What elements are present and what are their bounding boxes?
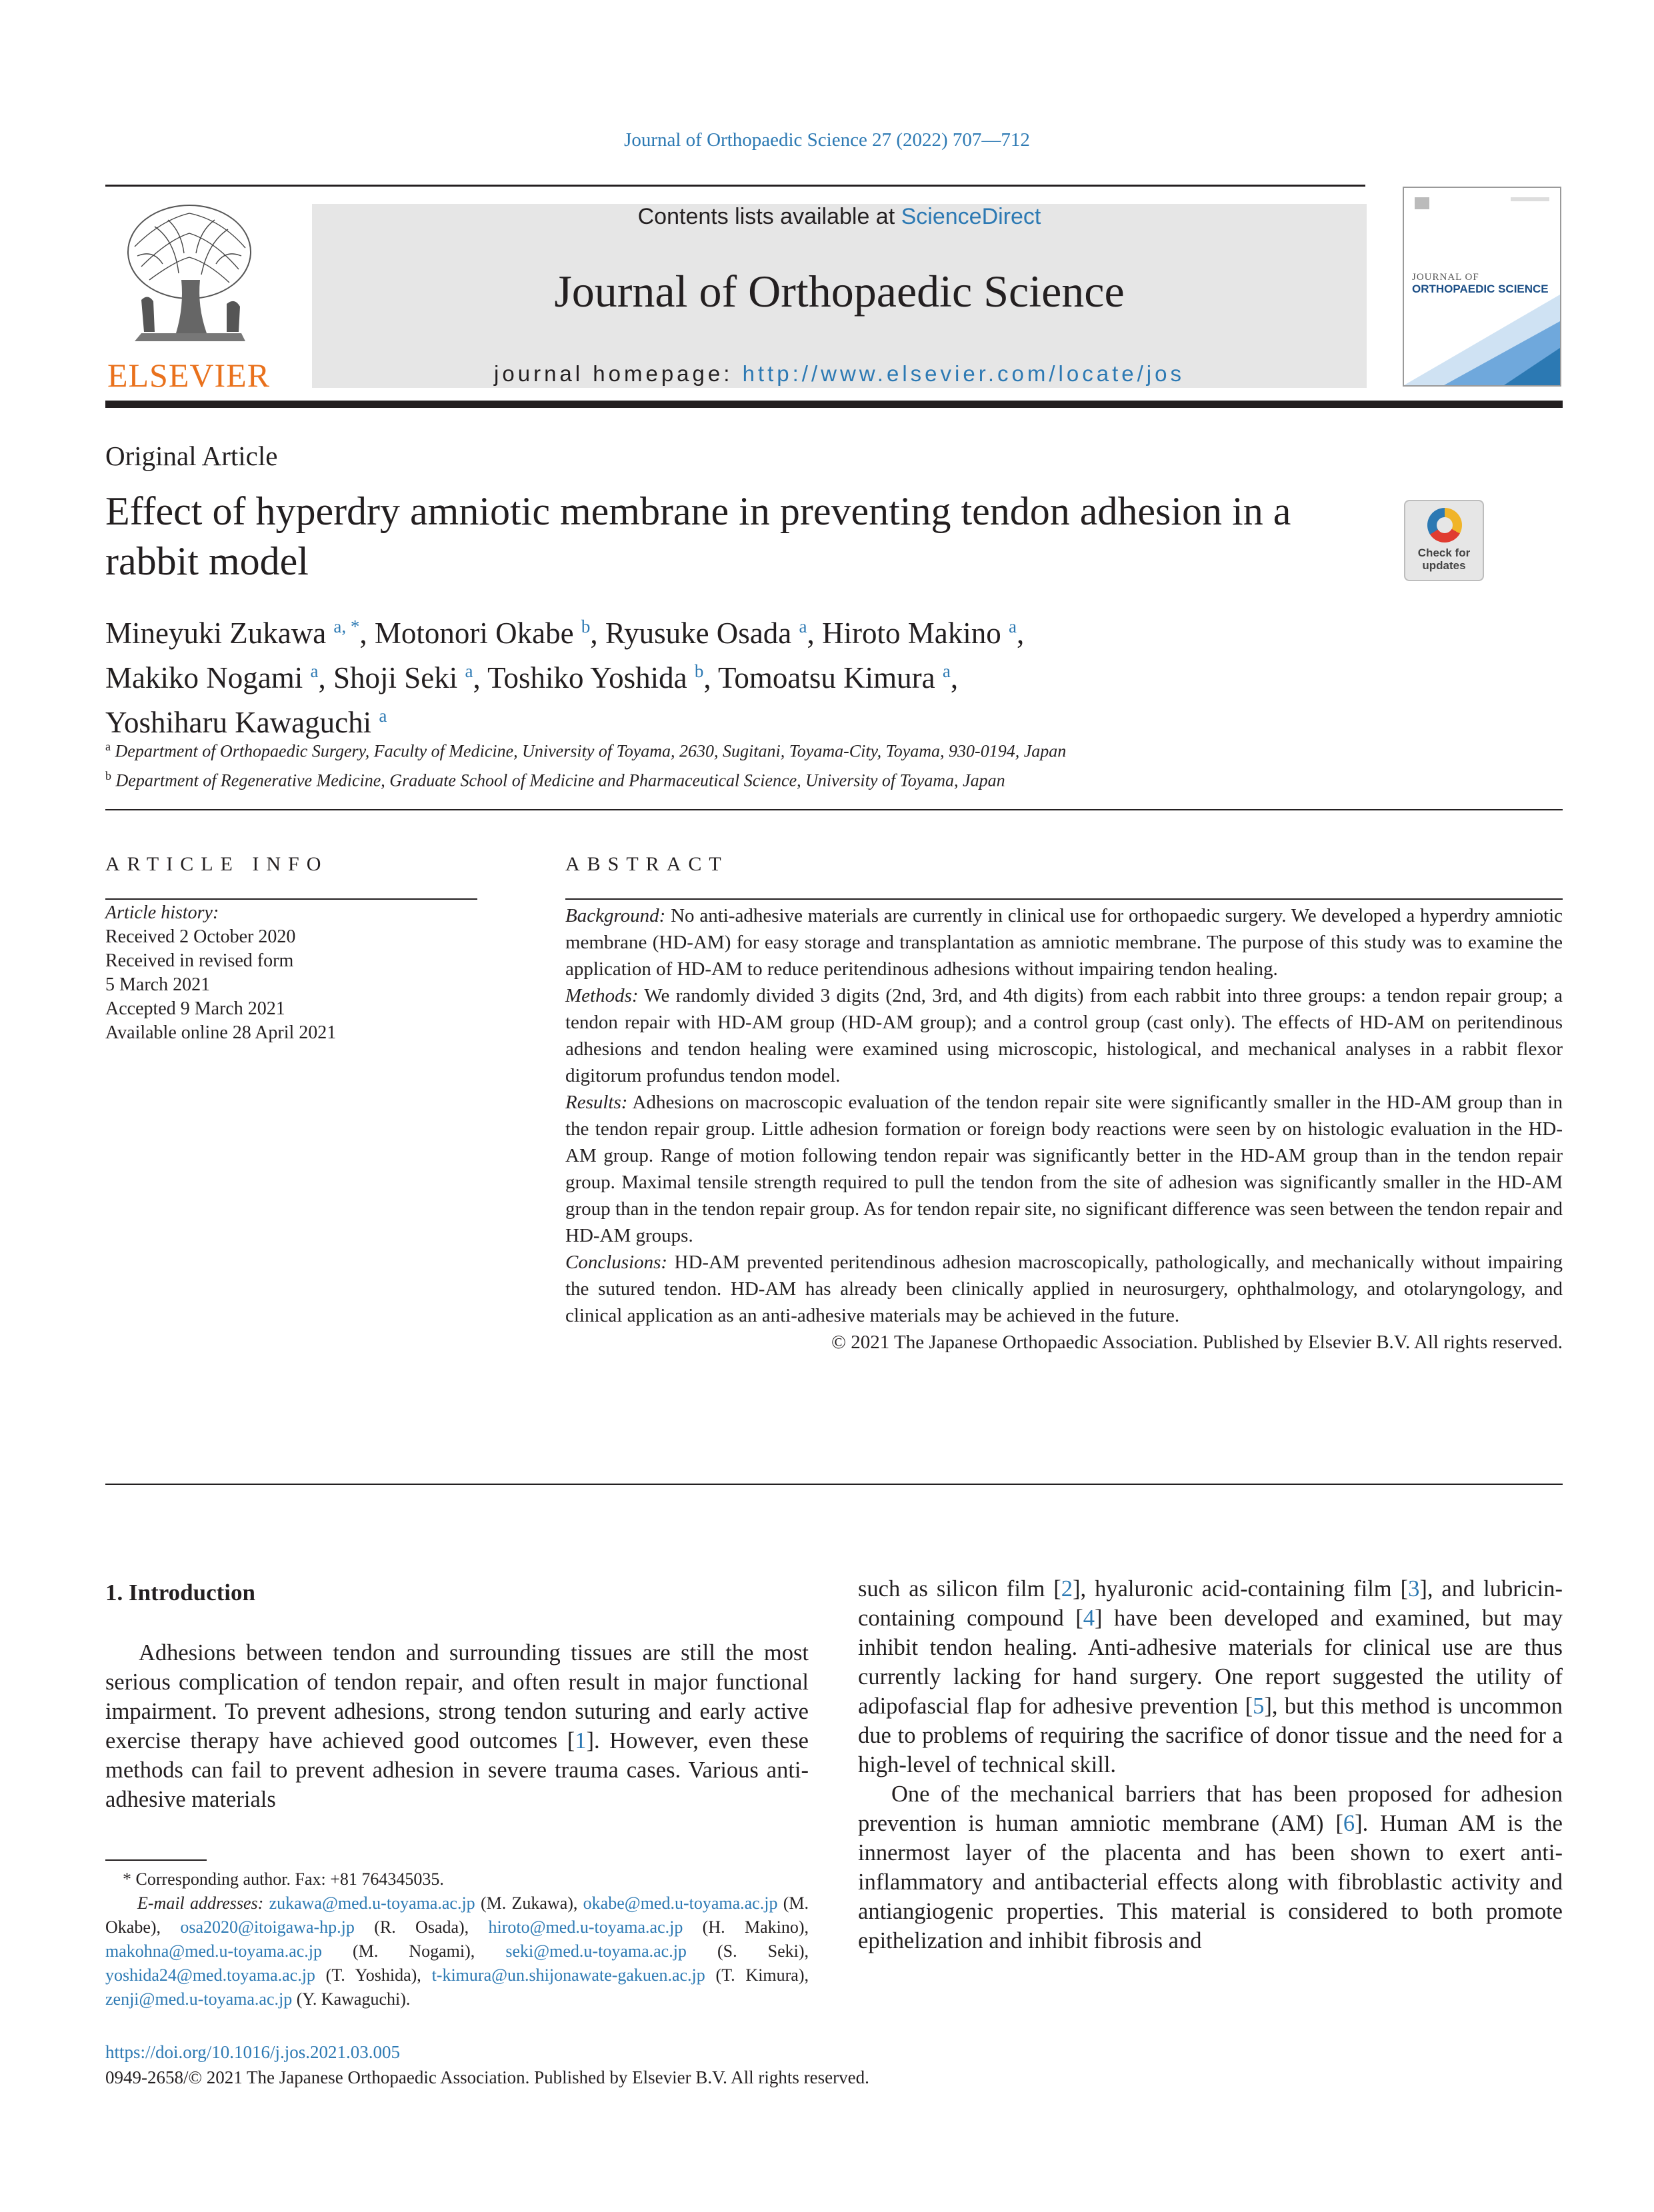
page-footer — [105, 2039, 1305, 2090]
history-line: Available online 28 April 2021 — [105, 1022, 337, 1043]
author-separator: , — [1016, 616, 1025, 650]
results-text: Adhesions on macroscopic evaluation of the tendon repair site were significantly smaller in the HD-AM group than in the tendon repair group. Little adhesion formation or foreign body reactions were seen by on histologic evaluation in the HD-AM group. Range of motion following tendon repair was significantly better in the HD-AM group than in the tendon repair group. Maximal tensile strength required to pull the tendon from the site of adhesion was significantly smaller in the HD-AM group than in the tendon repair group. As for tendon repair site, no significant difference was seen between the tendon repair and HD-AM groups. — [565, 1092, 1563, 1246]
homepage-prefix: journal homepage: — [494, 361, 743, 386]
email-owner: (Y. Kawaguchi). — [292, 1989, 411, 2009]
history-line: Accepted 9 March 2021 — [105, 998, 285, 1019]
intro-text: Adhesions between tendon and surrounding tissues are still the most serious complication of tendon repair, and often result in major functional impairment. To prevent adhesions, strong tendon suturing and early active exercise therapy have achieved good outcomes [ — [105, 1640, 809, 1753]
author-separator: , — [318, 661, 333, 694]
email-owner: (R. Osada), — [354, 1917, 489, 1937]
contents-prefix: Contents lists available at — [637, 204, 901, 229]
reference-link[interactable]: 2 — [1061, 1576, 1073, 1602]
abstract-methods — [565, 982, 1563, 1089]
intro-text: ], and lubricin-containing compound [ — [858, 1576, 1563, 1631]
email-owner: (M. Zukawa), — [475, 1893, 583, 1913]
author-name[interactable]: Yoshiharu Kawaguchi — [105, 706, 372, 739]
author-affiliation-mark[interactable]: a, * — [333, 616, 360, 636]
abstract-conclusions — [565, 1249, 1563, 1329]
author-affiliation-mark[interactable]: a — [379, 706, 387, 726]
abstract-heading: ABSTRACT — [565, 853, 729, 875]
author-separator: , — [807, 616, 822, 650]
author-separator: , — [703, 661, 719, 694]
author-name[interactable]: Tomoatsu Kimura — [718, 661, 935, 694]
crossmark-label — [1405, 547, 1483, 572]
journal-cover — [1403, 187, 1561, 387]
affiliations — [105, 734, 1572, 792]
reference-link[interactable]: 4 — [1083, 1606, 1095, 1631]
author-affiliation-mark[interactable]: b — [694, 661, 704, 681]
homepage-line — [312, 361, 1367, 387]
affiliation-text: Department of Regenerative Medicine, Graduate School of Medicine and Pharmaceutical Science, University of Toyama, Japan — [115, 770, 1005, 790]
email-link[interactable]: yoshida24@med.toyama.ac.jp — [105, 1965, 315, 1985]
intro-paragraph — [858, 1574, 1563, 1779]
abstract-body — [565, 902, 1563, 1356]
article-info-rule — [105, 898, 477, 900]
author-list — [105, 608, 1539, 742]
author-affiliation-mark[interactable]: a — [310, 661, 319, 681]
history-label: Article history: — [105, 902, 219, 923]
email-owner: (T. Yoshida), — [315, 1965, 432, 1985]
email-link[interactable]: makohna@med.u-toyama.ac.jp — [105, 1941, 322, 1961]
affiliations-rule — [105, 809, 1563, 810]
author-name[interactable]: Ryusuke Osada — [605, 616, 792, 650]
paper-title: Effect of hyperdry amniotic membrane in preventing tendon adhesion in a rabbit model — [105, 489, 1291, 583]
article-type: Original Article — [105, 441, 278, 471]
corresponding-author-note: * Corresponding author. Fax: +81 764345035. — [123, 1869, 444, 1889]
abstract-rule — [565, 898, 1563, 900]
email-owner: (H. Makino), — [683, 1917, 809, 1937]
email-link[interactable]: osa2020@itoigawa-hp.jp — [180, 1917, 355, 1937]
methods-label: Methods: — [565, 985, 639, 1006]
abstract-bottom-rule — [105, 1484, 1563, 1485]
intro-text: ] have been developed and examined, but may inhibit tendon healing. Anti-adhesive materials for clinical use are thus currently lacking for hand surgery. One report suggested the utility of adipofascial flap for adhesive prevention [ — [858, 1606, 1563, 1719]
email-link[interactable]: seki@med.u-toyama.ac.jp — [505, 1941, 687, 1961]
abstract-copyright: © 2021 The Japanese Orthopaedic Association. Published by Elsevier B.V. All rights reserved. — [831, 1332, 1563, 1353]
author-name[interactable]: Toshiko Yoshida — [487, 661, 687, 694]
contents-line — [312, 204, 1367, 230]
intro-right-column — [858, 1574, 1563, 1955]
footnote-rule — [105, 1859, 207, 1861]
author-separator: , — [359, 616, 375, 650]
history-line: Received in revised form — [105, 950, 294, 971]
article-history — [105, 901, 479, 1045]
background-text: No anti-adhesive materials are currently in clinical use for orthopaedic surgery. We developed a hyperdry amniotic membrane (HD-AM) for easy storage and transplantation as amniotic membrane. The purpose of this study was to examine the application of HD-AM to reduce peritendinous adhesions without impairing tendon healing. — [565, 905, 1563, 980]
author-affiliation-mark[interactable]: a — [465, 661, 473, 681]
top-rule — [105, 185, 1365, 187]
intro-left-column — [105, 1638, 809, 1814]
crossmark-icon — [1427, 508, 1462, 543]
intro-text: ]. However, even these methods can fail to prevent adhesion in severe trauma cases. Various anti-adhesive materials — [105, 1728, 809, 1812]
introduction-heading: 1. Introduction — [105, 1580, 255, 1606]
conclusions-text: HD-AM prevented peritendinous adhesion macroscopically, pathologically, and mechanically without impairing the sutured tendon. HD-AM has already been clinically applied in neurosurgery, ophthalmology, and otolaryngology, and clinical application as an anti-adhesive materials may be achieved in the future. — [565, 1252, 1563, 1326]
author-name[interactable]: Hiroto Makino — [822, 616, 1001, 650]
journal-citation[interactable]: Journal of Orthopaedic Science 27 (2022) 707—712 — [624, 129, 1030, 151]
affiliation-item — [105, 764, 1572, 793]
author-separator: , — [590, 616, 605, 650]
email-label: E-mail addresses: — [137, 1893, 264, 1913]
abstract-background — [565, 902, 1563, 982]
author-name[interactable]: Motonori Okabe — [374, 616, 574, 650]
email-link[interactable]: hiroto@med.u-toyama.ac.jp — [488, 1917, 683, 1937]
journal-masthead — [312, 204, 1367, 388]
author-affiliation-mark[interactable]: b — [581, 616, 591, 636]
affiliation-text: Department of Orthopaedic Surgery, Faculty of Medicine, University of Toyama, 2630, Sugitani, Toyama-City, Toyama, 930-0194, Japan — [115, 741, 1067, 761]
author-name[interactable]: Makiko Nogami — [105, 661, 303, 694]
email-link[interactable]: zukawa@med.u-toyama.ac.jp — [269, 1893, 475, 1913]
elsevier-logo — [105, 200, 272, 395]
author-affiliation-mark[interactable]: a — [1008, 616, 1017, 636]
intro-text: such as silicon film [ — [858, 1576, 1061, 1602]
author-name[interactable]: Mineyuki Zukawa — [105, 616, 327, 650]
sciencedirect-link[interactable]: ScienceDirect — [901, 204, 1041, 229]
conclusions-label: Conclusions: — [565, 1252, 668, 1273]
intro-text: ]. Human AM is the innermost layer of the placenta and has been shown to exert anti-inflammatory and antibacterial effects along with fibroblastic activity and antiangiogenic properties. This material is considered to both promote epithelization and inhibit fibrosis and — [858, 1811, 1563, 1953]
reference-link[interactable]: 3 — [1408, 1576, 1420, 1602]
article-info-heading: ARTICLE INFO — [105, 853, 329, 875]
cover-brand: JOURNAL OF — [1412, 272, 1479, 283]
homepage-link[interactable]: http://www.elsevier.com/locate/jos — [742, 361, 1185, 386]
author-affiliation-mark[interactable]: a — [799, 616, 807, 636]
author-affiliation-mark[interactable]: a — [942, 661, 951, 681]
email-addresses — [105, 1891, 809, 2011]
elsevier-tree-icon — [115, 200, 263, 352]
journal-title: Journal of Orthopaedic Science — [554, 266, 1125, 317]
reference-link[interactable]: 5 — [1253, 1693, 1265, 1719]
email-owner: (S. Seki), — [686, 1941, 809, 1961]
history-line: 5 March 2021 — [105, 974, 211, 995]
crossmark-label-line-1: Check for — [1417, 547, 1471, 559]
issn-copyright: 0949-2658/© 2021 The Japanese Orthopaedic Association. Published by Elsevier B.V. All rights reserved. — [105, 2067, 869, 2087]
corresponding-footnote — [105, 1867, 809, 2011]
intro-text: ], hyaluronic acid-containing film [ — [1073, 1576, 1409, 1602]
header-thick-rule — [105, 401, 1563, 408]
affiliation-item — [105, 734, 1572, 764]
email-owner: (T. Kimura), — [705, 1965, 809, 1985]
intro-paragraph — [105, 1638, 809, 1814]
results-label: Results: — [565, 1092, 628, 1113]
affiliation-mark: a — [105, 740, 111, 753]
history-line: Received 2 October 2020 — [105, 926, 296, 947]
intro-text: One of the mechanical barriers that has been proposed for adhesion prevention is human amniotic membrane (AM) [ — [858, 1781, 1563, 1836]
check-for-updates-button[interactable] — [1404, 500, 1484, 581]
author-name[interactable]: Shoji Seki — [333, 661, 458, 694]
cover-title: ORTHOPAEDIC SCIENCE — [1412, 283, 1549, 295]
affiliation-mark: b — [105, 768, 111, 782]
reference-link[interactable]: 1 — [575, 1728, 587, 1753]
doi-link[interactable]: https://doi.org/10.1016/j.jos.2021.03.005 — [105, 2042, 401, 2062]
methods-text: We randomly divided 3 digits (2nd, 3rd, and 4th digits) from each rabbit into three groups: a tendon repair group; a tendon repair with HD-AM group (HD-AM group); and a control group (cast only). The effects of HD-AM on peritendinous adhesions and tendon healing were examined using microscopic, histological, and mechanical analyses in a rabbit flexor digitorum profundus tendon model. — [565, 985, 1563, 1086]
crossmark-label-line-2: updates — [1422, 559, 1466, 572]
elsevier-wordmark: ELSEVIER — [107, 357, 271, 394]
abstract-results — [565, 1089, 1563, 1249]
intro-text: ], but this method is uncommon due to problems of requiring the sacrifice of donor tissue and the need for a high-level of technical skill. — [858, 1693, 1563, 1777]
email-link[interactable]: t-kimura@un.shijonawate-gakuen.ac.jp — [431, 1965, 705, 1985]
email-owner: (M. Okabe), — [105, 1893, 809, 1937]
intro-paragraph — [858, 1779, 1563, 1955]
email-link[interactable]: zenji@med.u-toyama.ac.jp — [105, 1989, 293, 2009]
author-separator: , — [950, 661, 959, 694]
background-label: Background: — [565, 905, 666, 926]
email-owner: (M. Nogami), — [322, 1941, 506, 1961]
author-separator: , — [473, 661, 488, 694]
reference-link[interactable]: 6 — [1343, 1811, 1355, 1836]
email-link[interactable]: okabe@med.u-toyama.ac.jp — [583, 1893, 778, 1913]
